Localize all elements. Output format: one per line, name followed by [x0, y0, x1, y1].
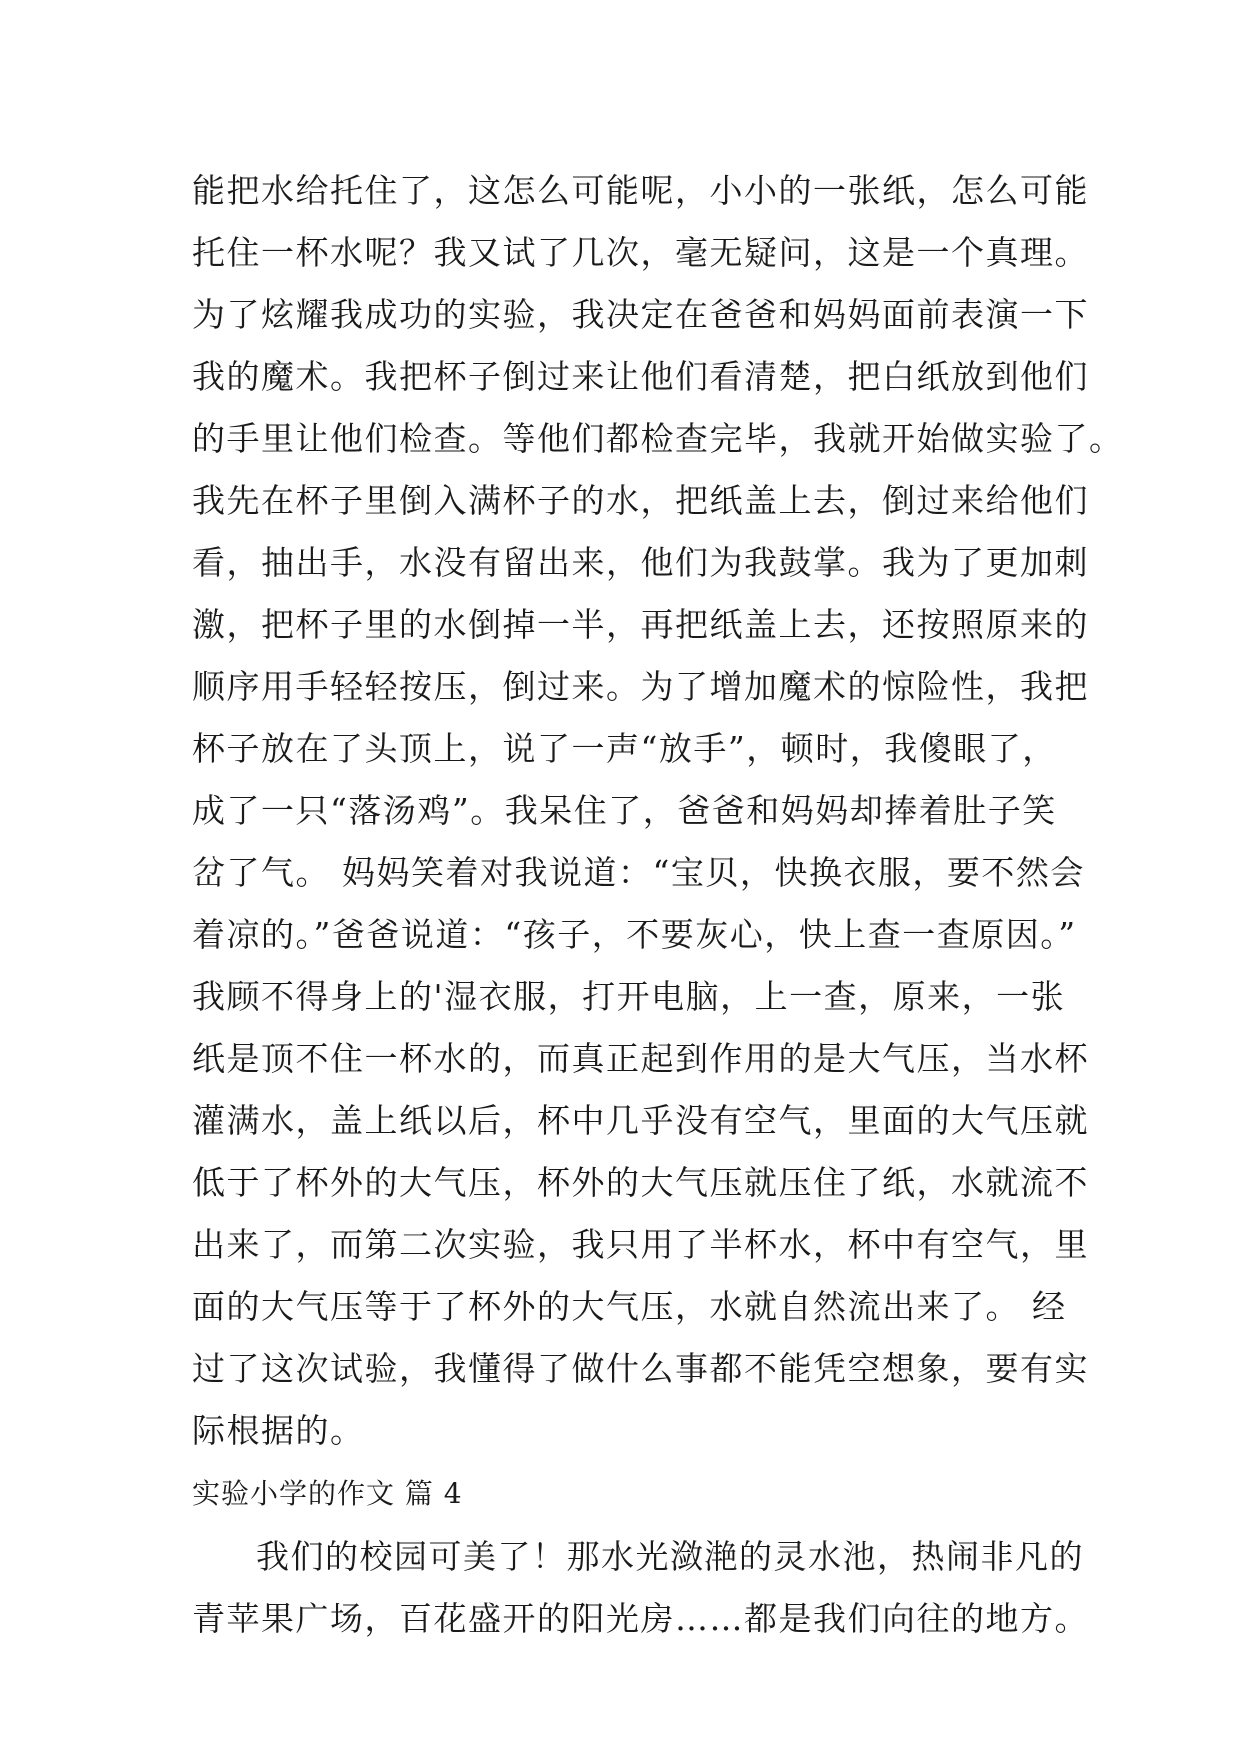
body-line: 青苹果广场，百花盛开的阳光房……都是我们向往的地方。 [192, 1599, 1089, 1638]
body-line: 能把水给托住了，这怎么可能呢，小小的一张纸，怎么可能 [192, 171, 1089, 210]
body-line: 杯子放在了头顶上，说了一声“放手”，顿时，我傻眼了， [192, 729, 1057, 768]
body-line: 顺序用手轻轻按压，倒过来。为了增加魔术的惊险性，我把 [192, 667, 1089, 706]
body-line: 我的魔术。我把杯子倒过来让他们看清楚，把白纸放到他们 [192, 357, 1089, 396]
body-line: 为了炫耀我成功的实验，我决定在爸爸和妈妈面前表演一下 [192, 295, 1089, 334]
body-line: 面的大气压等于了杯外的大气压，水就自然流出来了。 经 [192, 1287, 1067, 1326]
body-line: 纸是顶不住一杯水的，而真正起到作用的是大气压，当水杯 [192, 1039, 1089, 1078]
body-line: 灌满水，盖上纸以后，杯中几乎没有空气，里面的大气压就 [192, 1101, 1089, 1140]
body-line: 过了这次试验，我懂得了做什么事都不能凭空想象，要有实 [192, 1349, 1089, 1388]
article-text [192, 160, 1124, 1650]
body-line: 际根据的。 [192, 1411, 365, 1450]
body-line: 成了一只“落汤鸡”。我呆住了，爸爸和妈妈却捧着肚子笑 [192, 791, 1057, 830]
body-line: 低于了杯外的大气压，杯外的大气压就压住了纸，水就流不 [192, 1163, 1089, 1202]
body-line: 出来了，而第二次实验，我只用了半杯水，杯中有空气，里 [192, 1225, 1089, 1264]
body-line: 岔了气。 妈妈笑着对我说道：“宝贝，快换衣服，要不然会 [192, 853, 1085, 892]
body-line: 看，抽出手，水没有留出来，他们为我鼓掌。我为了更加刺 [192, 543, 1089, 582]
body-line: 着凉的。”爸爸说道：“孩子，不要灰心，快上查一查原因。” [192, 915, 1077, 954]
body-line: 我先在杯子里倒入满杯子的水，把纸盖上去，倒过来给他们 [192, 481, 1089, 520]
body-line: 的手里让他们检查。等他们都检查完毕，我就开始做实验了。 [192, 419, 1124, 458]
body-line: 我顾不得身上的'湿衣服，打开电脑，上一查，原来，一张 [192, 977, 1066, 1016]
body-line: 激，把杯子里的水倒掉一半，再把纸盖上去，还按照原来的 [192, 605, 1089, 644]
section-heading: 实验小学的作文 篇 4 [192, 1477, 463, 1510]
body-line: 托住一杯水呢？我又试了几次，毫无疑问，这是一个真理。 [192, 233, 1089, 272]
paragraph-first-line: 我们的校园可美了！那水光潋滟的灵水池，热闹非凡的 [256, 1537, 1084, 1576]
